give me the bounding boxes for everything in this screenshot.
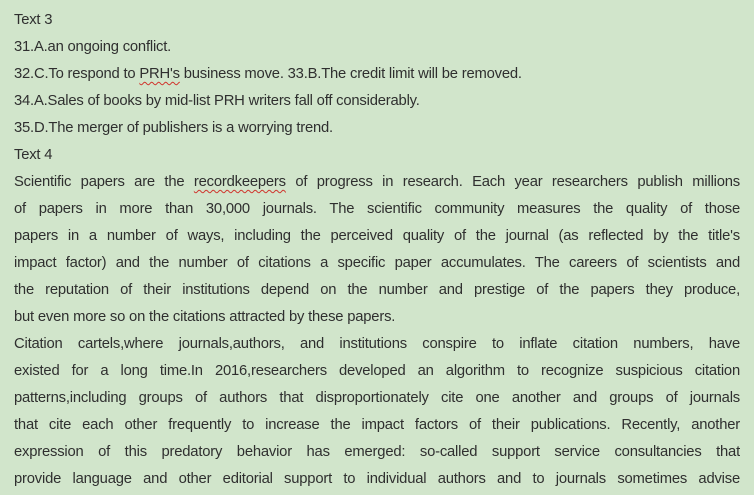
text-segment: 32.C.To respond to — [14, 66, 140, 82]
document-text-body — [14, 7, 740, 493]
text-segment: provide language and other editorial support to individual authors and to journals sometimes advise — [14, 471, 740, 487]
text-segment: papers in a number of ways, including the perceived quality of the journal (as reflected by the title's — [14, 228, 740, 244]
answer-line-31 — [14, 34, 740, 61]
paragraph-1-line-4 — [14, 250, 740, 277]
text-segment: impact factor) and the number of citations a specific paper accumulates. The careers of scientists and — [14, 255, 740, 271]
paragraph-2-line-5 — [14, 439, 740, 466]
text-segment: expression of this predatory behavior has emerged: so-called support service consultancies that — [14, 444, 740, 460]
paragraph-1-line-3 — [14, 223, 740, 250]
paragraph-2-line-4 — [14, 412, 740, 439]
misspelled-word: recordkeepers — [193, 174, 286, 190]
text-segment: 35.D.The merger of publishers is a worrying trend. — [14, 120, 333, 136]
paragraph-1-line-6 — [14, 304, 740, 331]
paragraph-2-line-3 — [14, 385, 740, 412]
text-segment: of papers in more than 30,000 journals. The scientific community measures the quality of those — [14, 201, 740, 217]
text-segment: patterns,including groups of authors that disproportionately cite one another and groups of journals — [14, 390, 740, 406]
text-segment: that cite each other frequently to increase the impact factors of their publications. Recently, another — [14, 417, 740, 433]
paragraph-1-line-1 — [14, 169, 740, 196]
answer-line-34 — [14, 88, 740, 115]
paragraph-1-line-2 — [14, 196, 740, 223]
text-segment: Scientific papers are the — [14, 174, 194, 190]
text-segment: 34.A.Sales of books by mid-list PRH writers fall off considerably. — [14, 93, 420, 109]
text-segment: business move. 33.B.The credit limit will be removed. — [179, 66, 522, 82]
text-segment: existed for a long time.In 2016,researchers developed an algorithm to recognize suspicious citation — [14, 363, 740, 379]
text-segment: 31.A.an ongoing conflict. — [14, 39, 172, 55]
text-segment: Text 3 — [14, 12, 53, 28]
paragraph-2-line-2 — [14, 358, 740, 385]
paragraph-1-line-5 — [14, 277, 740, 304]
paragraph-2-line-6 — [14, 466, 740, 493]
text-segment: but even more so on the citations attracted by these papers. — [14, 309, 396, 325]
text-segment: Citation cartels,where journals,authors, and institutions conspire to inflate citation numbers, have — [14, 336, 740, 352]
answer-line-32-33 — [14, 61, 740, 88]
text-segment: of progress in research. Each year researchers publish millions — [285, 174, 740, 190]
text-segment: the reputation of their institutions depend on the number and prestige of the papers they produce, — [14, 282, 740, 298]
section-heading-text-3 — [14, 7, 740, 34]
answer-line-35 — [14, 115, 740, 142]
text-segment: Text 4 — [14, 147, 53, 163]
misspelled-word: PRH's — [139, 66, 180, 82]
paragraph-2-line-1 — [14, 331, 740, 358]
section-heading-text-4 — [14, 142, 740, 169]
